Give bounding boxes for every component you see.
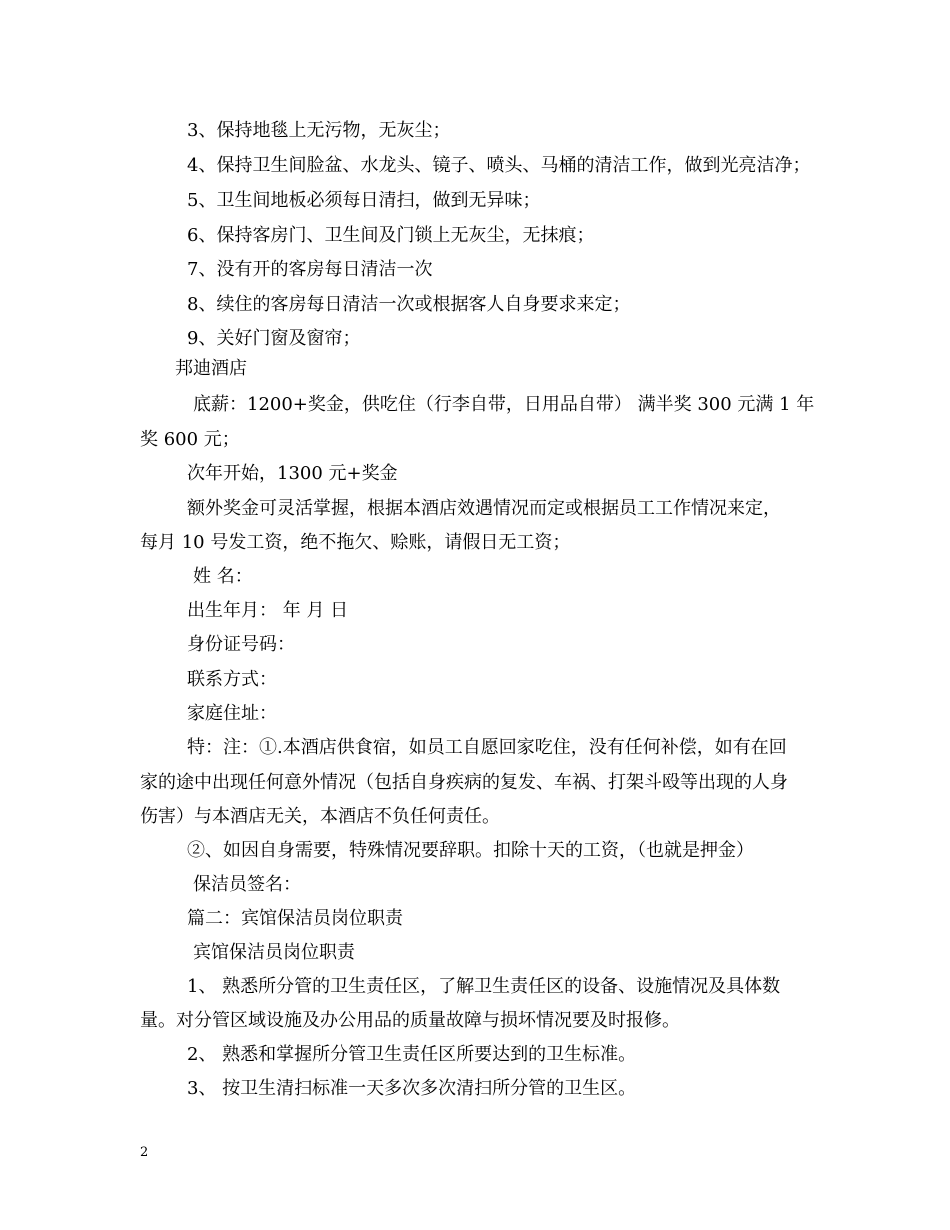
section-heading: 邦迪酒店 [175,358,247,379]
text-line: 每月 10 号发工资，绝不拖欠、赊账，请假日无工资； [140,532,571,553]
text-line: 6、保持客房门、卫生间及门锁上无灰尘，无抹痕； [187,225,595,246]
text-line: 次年开始，1300 元+奖金 [187,463,398,484]
text-line: 1、 熟悉所分管的卫生责任区，了解卫生责任区的设备、设施情况及具体数 [187,976,781,997]
text-line: 特：注：①.本酒店供食宿，如员工自愿回家吃住，没有任何补偿，如有在回 [187,737,787,758]
text-line: 8、续住的客房每日清洁一次或根据客人自身要求来定； [187,294,631,315]
text-line: 底薪：1200+奖金，供吃住（行李自带，日用品自带） 满半奖 300 元满 1 年 [193,394,815,415]
form-field-label: 姓 名： [193,566,253,587]
form-field-label: 保洁员签名： [193,874,301,895]
form-field-label: 出生年月： 年 月 日 [187,600,349,621]
text-line: 额外奖金可灵活掌握，根据本酒店效遇情况而定或根据员工工作情况来定， [187,498,781,519]
text-line: 4、保持卫生间脸盆、水龙头、镜子、喷头、马桶的清洁工作，做到光亮洁净； [187,155,811,176]
text-line: 奖 600 元； [140,429,240,450]
text-line: 伤害）与本酒店无关，本酒店不负任何责任。 [140,806,500,827]
page-number: 2 [140,1145,149,1160]
text-line: 家的途中出现任何意外情况（包括自身疾病的复发、车祸、打架斗殴等出现的人身 [140,772,788,793]
text-line: 2、 熟悉和掌握所分管卫生责任区所要达到的卫生标准。 [187,1044,637,1065]
text-line: 9、关好门窗及窗帘； [187,328,361,349]
form-field-label: 联系方式： [187,669,277,690]
form-field-label: 身份证号码： [187,634,295,655]
text-line: 3、保持地毯上无污物，无灰尘； [187,120,451,141]
form-field-label: 家庭住址： [187,703,277,724]
text-line: 7、没有开的客房每日清洁一次 [187,259,433,280]
text-line: 5、卫生间地板必须每日清扫，做到无异味； [187,190,541,211]
text-line: 3、 按卫生清扫标准一天多次多次清扫所分管的卫生区。 [187,1078,637,1099]
text-line: ②、如因自身需要，特殊情况要辞职。扣除十天的工资，（也就是押金） [187,840,754,861]
section-heading: 篇二：宾馆保洁员岗位职责 [187,908,403,929]
text-line: 量。对分管区域设施及办公用品的质量故障与损坏情况要及时报修。 [140,1010,680,1031]
section-title: 宾馆保洁员岗位职责 [193,942,355,963]
